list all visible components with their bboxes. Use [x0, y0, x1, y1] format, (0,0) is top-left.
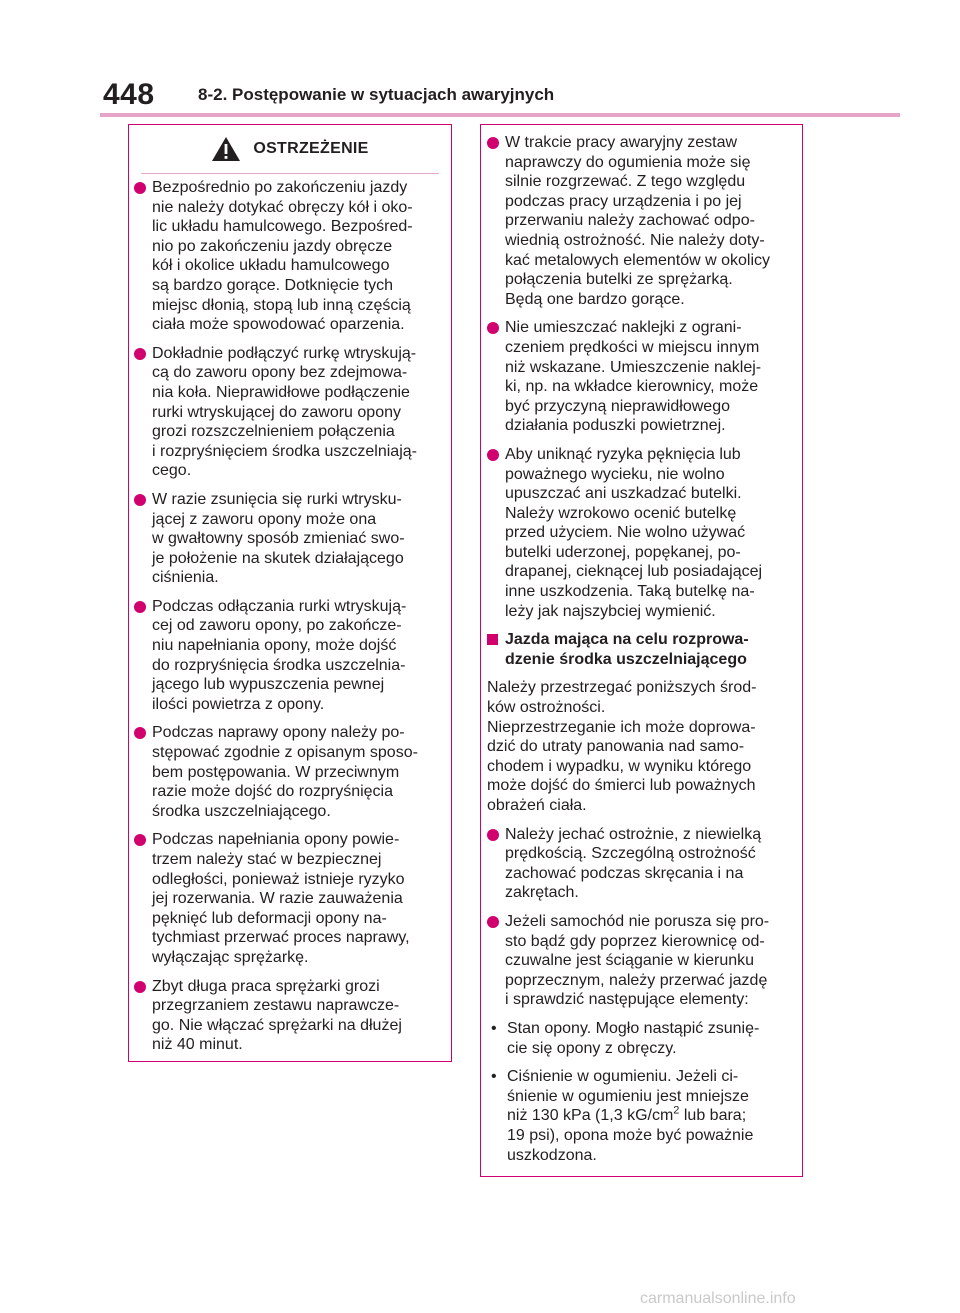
warning-item: W trakcie pracy awaryjny zestaw naprawczy do ogumienia może się silnie rozgrzewać. Z tego względu podczas pracy urządzenia i po jej przerwaniu należy zachować odpo- wiednią ostrożność. Nie należy doty- kać metalowych elementów w okolicy połączenia butelki ze sprężarką. Będą one bardzo gorące.: [487, 133, 798, 309]
warning-item: Podczas odłączania rurki wtryskują- cej od zaworu opony, po zakończe- niu napełniania opony, może dojść do rozpryśnięcia środka uszczelnia- jącego lub wypuszczenia pewnej ilości powietrza z opony.: [134, 597, 448, 715]
bullet-dot-icon: [134, 494, 146, 506]
bullet-dot-icon: [134, 981, 146, 993]
bullet-dot-icon: [487, 829, 499, 841]
warning-item: Dokładnie podłączyć rurkę wtryskują- cą do zaworu opony bez zdejmowa- nia koła. Nieprawidłowe podłączenie rurki wtryskującej do zaworu opony grozi rozszczelnieniem połączenia i rozpryśnięciem środka uszczelniają- cego.: [134, 344, 448, 481]
header-rule: [100, 113, 900, 117]
bullet-dot-icon: [134, 182, 146, 194]
bullet-dot-icon: [487, 322, 499, 334]
check-list-item: [487, 1067, 798, 1165]
square-bullet-icon: [487, 634, 498, 645]
superscript: 2: [673, 1104, 680, 1117]
page-number: 448: [103, 78, 155, 111]
warning-item: Podczas napełniania opony powie- trzem należy stać w bezpiecznej odległości, ponieważ istnieje ryzyko jej rozerwania. W razie zauważenia pęknięć lub deformacji opony na- tychmiast przerwać proces naprawy, wyłączając sprężarkę.: [134, 830, 448, 967]
warning-item: Aby uniknąć ryzyka pęknięcia lub poważnego wycieku, nie wolno upuszczać ani uszkadzać butelki. Należy wzrokowo ocenić butelkę przed użyciem. Nie wolno używać butelki uderzonej, popękanej, po- drapanej, cieknącej lub posiadającej inne uszkodzenia. Taką butelkę na- leży jak najszybciej wymienić.: [487, 445, 798, 621]
warning-header: [141, 125, 439, 174]
warning-item: W razie zsunięcia się rurki wtrysku- jącej z zaworu opony może ona w gwałtowny sposób zmieniać swo- je położenie na skutek działającego ciśnienia.: [134, 490, 448, 588]
bullet-mark: •: [491, 1068, 497, 1086]
warning-title: OSTRZEŻENIE: [253, 140, 369, 157]
section-title: 8-2. Postępowanie w sytuacjach awaryjnych: [198, 85, 555, 104]
bullet-dot-icon: [134, 348, 146, 360]
watermark: carmanualsonline.info: [640, 1290, 796, 1307]
warning-item: Jeżeli samochód nie porusza się pro- sto bądź gdy poprzez kierownicę od- czuwalne jest ściąganie w kierunku poprzecznym, należy przerwać jazdę i sprawdzić następujące elementy:: [487, 912, 798, 1010]
bullet-dot-icon: [487, 137, 499, 149]
bullet-dot-icon: [134, 727, 146, 739]
bullet-dot-icon: [487, 916, 499, 928]
subsection-heading: Jazda mająca na celu rozprowa- dzenie środka uszczelniającego: [487, 630, 798, 669]
bullet-dot-icon: [134, 834, 146, 846]
warning-item: Nie umieszczać naklejki z ograni- czeniem prędkości w miejscu innym niż wskazane. Umieszczenie naklej- ki, np. na wkładce kierownicy, może być przyczyną nieprawidłowego działania poduszki powietrznej.: [487, 318, 798, 436]
subsection-paragraph: Należy przestrzegać poniższych środ- ków ostrożności. Nieprzestrzeganie ich może doprowa- dzić do utraty panowania nad samo- chodem i wypadku, w wyniku którego może dojść do śmierci lub poważnych obrażeń ciała.: [487, 679, 757, 814]
warning-item: Zbyt długa praca sprężarki grozi przegrzaniem zestawu naprawcze- go. Nie włączać sprężarki na dłużej niż 40 minut.: [134, 977, 448, 1055]
bullet-mark: •: [491, 1019, 497, 1037]
bullet-dot-icon: [134, 601, 146, 613]
bullet-dot-icon: [487, 449, 499, 461]
warning-triangle-icon: [211, 136, 241, 162]
right-warning-box: [480, 124, 803, 1177]
pressure-text: Ciśnienie w ogumieniu. Jeżeli ci- śnienie w ogumieniu jest mniejsze niż 130 kPa (1,3 $kG/cm^2$ lub bara; 19 psi), opona może być poważnie uszkodzona.: [507, 1068, 754, 1164]
warning-item: Podczas naprawy opony należy po- stępować zgodnie z opisanym sposo- bem postępowania. W przeciwnym razie może dojść do rozpryśnięcia środka uszczelniającego.: [134, 723, 448, 821]
warning-list: [134, 178, 448, 1064]
warning-item: Należy jechać ostrożnie, z niewielką prędkością. Szczególną ostrożność zachować podczas skręcania i na zakrętach.: [487, 825, 798, 903]
check-list-item: • Stan opony. Mogło nastąpić zsunię- cie się opony z obręczy.: [491, 1019, 760, 1057]
warning-item: Bezpośrednio po zakończeniu jazdy nie należy dotykać obręczy kół i oko- lic układu hamulcowego. Bezpośred- nio po zakończeniu jazdy obręcze kół i okolice układu hamulcowego są bardzo gorące. Dotknięcie tych miejsc dłonią, stopą lub inną częścią ciała może spowodować oparzenia.: [134, 178, 448, 335]
